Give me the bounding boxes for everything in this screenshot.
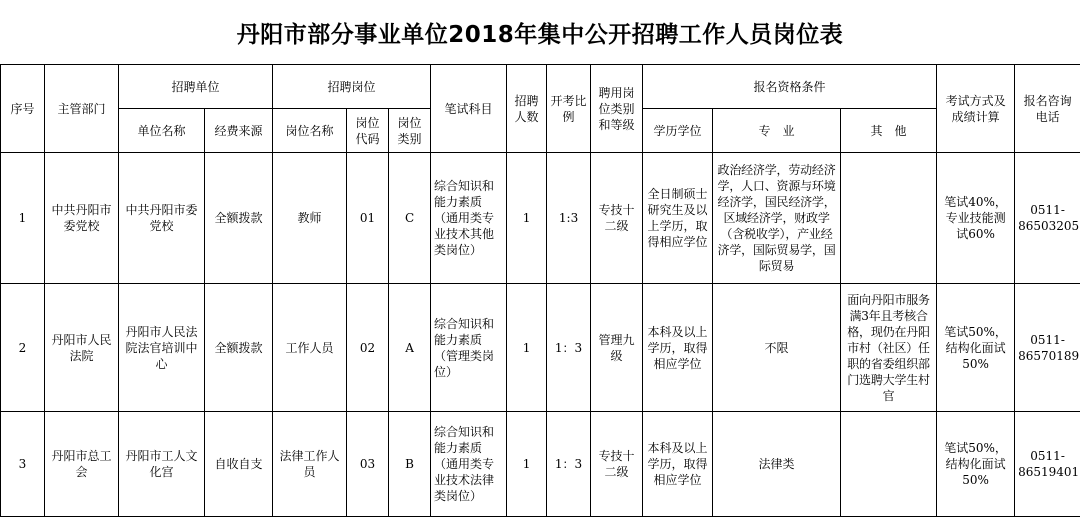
cell-phone: 0511-86519401 <box>1015 412 1080 517</box>
header-post-name: 岗位名称 <box>273 109 347 153</box>
cell-level: 专技十二级 <box>591 153 643 284</box>
table-row <box>1 284 1080 412</box>
cell-post-code: 01 <box>347 153 389 284</box>
cell-dept: 丹阳市人民法院 <box>45 284 119 412</box>
cell-other: 面向丹阳市服务满3年且考核合格，现仍在丹阳市村（社区）任职的省委组织部门选聘大学生村官 <box>841 284 937 412</box>
cell-unit-name: 中共丹阳市委党校 <box>119 153 205 284</box>
header-funding: 经费来源 <box>205 109 273 153</box>
header-method: 考试方式及成绩计算 <box>937 65 1015 153</box>
cell-edu: 本科及以上学历，取得相应学位 <box>643 412 713 517</box>
cell-major: 法律类 <box>713 412 841 517</box>
header-other: 其 他 <box>841 109 937 153</box>
header-level: 聘用岗位类别和等级 <box>591 65 643 153</box>
position-table <box>0 64 1080 517</box>
cell-funding: 全额拨款 <box>205 153 273 284</box>
cell-post-code: 03 <box>347 412 389 517</box>
header-edu: 学历学位 <box>643 109 713 153</box>
cell-post-type: B <box>389 412 431 517</box>
cell-exam: 综合知识和能力素质（通用类专业技术法律类岗位） <box>431 412 507 517</box>
cell-edu: 本科及以上学历，取得相应学位 <box>643 284 713 412</box>
header-count: 招聘人数 <box>507 65 547 153</box>
cell-post-name: 教师 <box>273 153 347 284</box>
cell-count: 1 <box>507 412 547 517</box>
header-major: 专 业 <box>713 109 841 153</box>
header-post-group: 招聘岗位 <box>273 65 431 109</box>
cell-method: 笔试50%，结构化面试50% <box>937 412 1015 517</box>
header-dept: 主管部门 <box>45 65 119 153</box>
cell-unit-name: 丹阳市人民法院法官培训中心 <box>119 284 205 412</box>
cell-ratio: 1:3 <box>547 153 591 284</box>
header-post-code: 岗位代码 <box>347 109 389 153</box>
cell-dept: 丹阳市总工会 <box>45 412 119 517</box>
cell-post-name: 法律工作人员 <box>273 412 347 517</box>
cell-funding: 自收自支 <box>205 412 273 517</box>
cell-unit-name: 丹阳市工人文化宫 <box>119 412 205 517</box>
cell-edu: 全日制硕士研究生及以上学历，取得相应学位 <box>643 153 713 284</box>
cell-major: 政治经济学，劳动经济学，人口、资源与环境经济学，国民经济学，区域经济学，财政学（含税收学），产业经济学，国际贸易学，国际贸易 <box>713 153 841 284</box>
cell-post-type: A <box>389 284 431 412</box>
cell-level: 管理九级 <box>591 284 643 412</box>
header-ratio: 开考比例 <box>547 65 591 153</box>
cell-ratio: 1：3 <box>547 412 591 517</box>
cell-exam: 综合知识和能力素质（通用类专业技术其他类岗位） <box>431 153 507 284</box>
header-post-type: 岗位类别 <box>389 109 431 153</box>
cell-ratio: 1：3 <box>547 284 591 412</box>
header-row-1 <box>1 65 1080 109</box>
cell-other <box>841 153 937 284</box>
document-title: 丹阳市部分事业单位2018年集中公开招聘工作人员岗位表 <box>0 0 1080 64</box>
cell-seq: 3 <box>1 412 45 517</box>
cell-dept: 中共丹阳市委党校 <box>45 153 119 284</box>
header-seq: 序号 <box>1 65 45 153</box>
cell-seq: 1 <box>1 153 45 284</box>
table-row <box>1 412 1080 517</box>
header-qual-group: 报名资格条件 <box>643 65 937 109</box>
header-exam: 笔试科目 <box>431 65 507 153</box>
cell-level: 专技十二级 <box>591 412 643 517</box>
cell-major: 不限 <box>713 284 841 412</box>
cell-funding: 全额拨款 <box>205 284 273 412</box>
cell-seq: 2 <box>1 284 45 412</box>
cell-count: 1 <box>507 284 547 412</box>
cell-method: 笔试50%，结构化面试50% <box>937 284 1015 412</box>
cell-post-type: C <box>389 153 431 284</box>
table-row <box>1 153 1080 284</box>
header-unit-name: 单位名称 <box>119 109 205 153</box>
cell-exam: 综合知识和能力素质（管理类岗位） <box>431 284 507 412</box>
header-unit-group: 招聘单位 <box>119 65 273 109</box>
cell-post-name: 工作人员 <box>273 284 347 412</box>
header-phone: 报名咨询电话 <box>1015 65 1080 153</box>
cell-post-code: 02 <box>347 284 389 412</box>
cell-phone: 0511-86570189 <box>1015 284 1080 412</box>
cell-other <box>841 412 937 517</box>
cell-method: 笔试40%，专业技能测试60% <box>937 153 1015 284</box>
cell-count: 1 <box>507 153 547 284</box>
cell-phone: 0511-86503205 <box>1015 153 1080 284</box>
